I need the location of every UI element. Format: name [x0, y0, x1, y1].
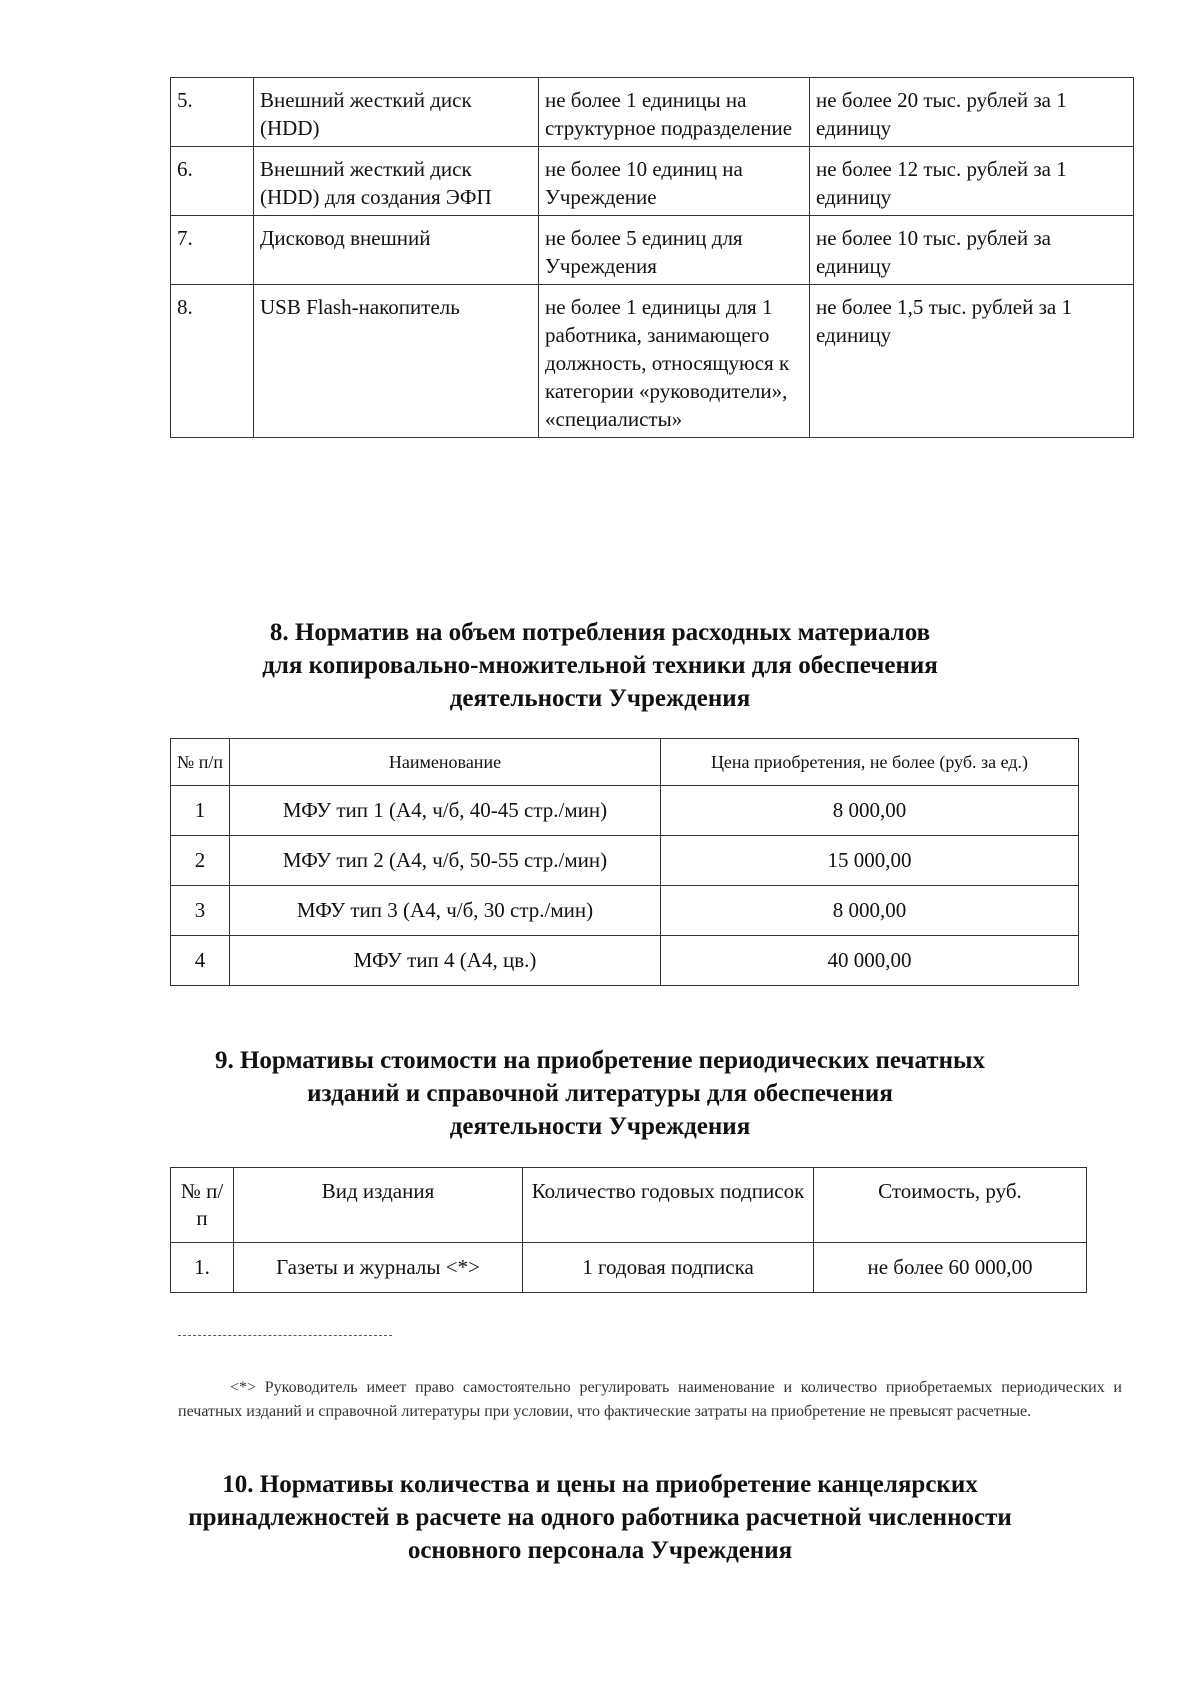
item-price: не более 1,5 тыс. рублей за 1 единицу — [810, 285, 1134, 438]
row-number: 3 — [171, 886, 230, 936]
table-row — [171, 786, 1079, 836]
row-number: 1 — [171, 786, 230, 836]
item-price: 15 000,00 — [661, 836, 1079, 886]
row-number: 2 — [171, 836, 230, 886]
item-price: 8 000,00 — [661, 886, 1079, 936]
section-10-title-line: 10. Нормативы количества и цены на приобретение канцелярских — [222, 1471, 978, 1498]
item-name: МФУ тип 3 (А4, ч/б, 30 стр./мин) — [230, 886, 661, 936]
table-header-row — [171, 739, 1079, 786]
table-row — [171, 1243, 1087, 1293]
section-9-title-line: изданий и справочной литературы для обеспечения — [307, 1080, 893, 1107]
section-8-title — [0, 616, 1200, 715]
footnote-separator — [178, 1335, 392, 1336]
item-name: Внешний жесткий диск (HDD) для создания ЭФП — [254, 147, 539, 216]
subscription-quantity: 1 годовая подписка — [523, 1243, 814, 1293]
equipment-table-continuation — [170, 77, 1134, 438]
table-row — [171, 936, 1079, 986]
footnote: <*> Руководитель имеет право самостоятельно регулировать наименование и количество приобретаемых периодических и печатных изданий и справочной литературы при условии, что фактические затраты на приобретение не превысят расчетные. — [178, 1379, 1122, 1420]
item-quantity: не более 1 единицы на структурное подразделение — [539, 78, 810, 147]
section-8-title-line: 8. Норматив на объем потребления расходных материалов — [269, 619, 931, 646]
row-number: 4 — [171, 936, 230, 986]
row-number: 5. — [171, 78, 254, 147]
item-price: не более 12 тыс. рублей за 1 единицу — [810, 147, 1134, 216]
item-price: не более 10 тыс. рублей за единицу — [810, 216, 1134, 285]
col-header-number: № п/п — [171, 739, 230, 786]
col-header-kind: Вид издания — [234, 1168, 523, 1243]
row-number: 7. — [171, 216, 254, 285]
section-8-title-line: для копировально-множительной техники для обеспечения — [262, 652, 938, 679]
item-quantity: не более 10 единиц на Учреждение — [539, 147, 810, 216]
publication-kind: Газеты и журналы <*> — [234, 1243, 523, 1293]
item-name: USB Flash-накопитель — [254, 285, 539, 438]
table-row — [171, 285, 1134, 438]
subscription-cost: не более 60 000,00 — [814, 1243, 1087, 1293]
row-number: 1. — [171, 1243, 234, 1293]
col-header-name: Наименование — [230, 739, 661, 786]
row-number: 8. — [171, 285, 254, 438]
section-10-title-line: принадлежностей в расчете на одного работника расчетной численности — [188, 1504, 1012, 1531]
table-row — [171, 147, 1134, 216]
section-10-title-line: основного персонала Учреждения — [407, 1537, 793, 1564]
col-header-quantity: Количество годовых подписок — [523, 1168, 814, 1243]
item-name: МФУ тип 1 (А4, ч/б, 40-45 стр./мин) — [230, 786, 661, 836]
table-row — [171, 216, 1134, 285]
consumables-table — [170, 738, 1079, 986]
item-name: МФУ тип 2 (А4, ч/б, 50-55 стр./мин) — [230, 836, 661, 886]
item-name: Внешний жесткий диск (HDD) — [254, 78, 539, 147]
section-10-title — [0, 1468, 1200, 1567]
col-header-price: Цена приобретения, не более (руб. за ед.) — [661, 739, 1079, 786]
col-header-cost: Стоимость, руб. — [814, 1168, 1087, 1243]
section-9-title — [0, 1044, 1200, 1143]
table-row — [171, 836, 1079, 886]
item-name: Дисковод внешний — [254, 216, 539, 285]
item-name: МФУ тип 4 (А4, цв.) — [230, 936, 661, 986]
item-price: не более 20 тыс. рублей за 1 единицу — [810, 78, 1134, 147]
row-number: 6. — [171, 147, 254, 216]
section-8-title-line: деятельности Учреждения — [449, 685, 751, 712]
section-9-title-line: 9. Нормативы стоимости на приобретение периодических печатных — [214, 1047, 986, 1074]
col-header-number: № п/п — [171, 1168, 234, 1243]
item-quantity: не более 5 единиц для Учреждения — [539, 216, 810, 285]
periodicals-table — [170, 1167, 1087, 1293]
item-price: 8 000,00 — [661, 786, 1079, 836]
table-header-row — [171, 1168, 1087, 1243]
table-row — [171, 78, 1134, 147]
item-quantity: не более 1 единицы для 1 работника, занимающего должность, относящуюся к категории «руководители», «специалисты» — [539, 285, 810, 438]
section-9-title-line: деятельности Учреждения — [449, 1113, 751, 1140]
item-price: 40 000,00 — [661, 936, 1079, 986]
table-row — [171, 886, 1079, 936]
